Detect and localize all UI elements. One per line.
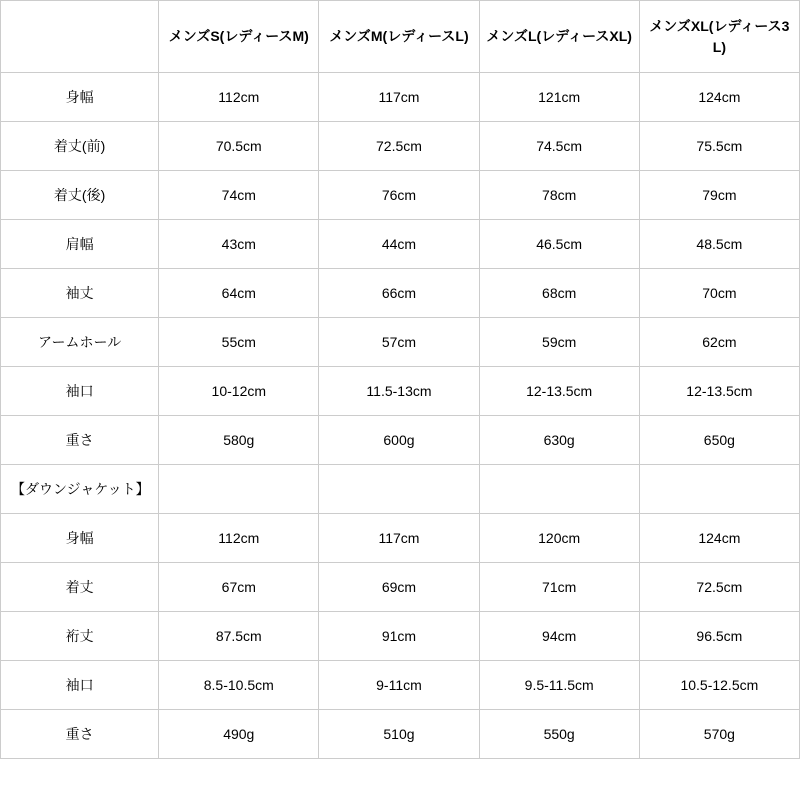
table-cell xyxy=(479,465,639,514)
table-body xyxy=(1,73,800,759)
table-cell: 124cm xyxy=(639,514,799,563)
table-cell: 510g xyxy=(319,710,479,759)
table-row xyxy=(1,269,800,318)
table-row xyxy=(1,661,800,710)
row-label: 着丈(前) xyxy=(1,122,159,171)
row-label: 重さ xyxy=(1,710,159,759)
table-cell: 11.5-13cm xyxy=(319,367,479,416)
table-cell: 67cm xyxy=(159,563,319,612)
table-row xyxy=(1,318,800,367)
table-cell: 68cm xyxy=(479,269,639,318)
table-cell: 117cm xyxy=(319,514,479,563)
table-row xyxy=(1,416,800,465)
row-label: 袖口 xyxy=(1,367,159,416)
column-header-mens-xl: メンズXL(レディース3L) xyxy=(639,1,799,73)
row-label: 袖口 xyxy=(1,661,159,710)
table-cell: 78cm xyxy=(479,171,639,220)
table-cell: 117cm xyxy=(319,73,479,122)
table-cell: 66cm xyxy=(319,269,479,318)
table-cell xyxy=(159,465,319,514)
table-cell: 48.5cm xyxy=(639,220,799,269)
table-cell: 72.5cm xyxy=(319,122,479,171)
section-label: 【ダウンジャケット】 xyxy=(1,465,159,514)
row-label: 着丈(後) xyxy=(1,171,159,220)
table-cell: 71cm xyxy=(479,563,639,612)
table-header xyxy=(1,1,800,73)
column-header-mens-l: メンズL(レディースXL) xyxy=(479,1,639,73)
table-cell: 69cm xyxy=(319,563,479,612)
table-cell xyxy=(639,465,799,514)
table-cell: 490g xyxy=(159,710,319,759)
table-cell: 70.5cm xyxy=(159,122,319,171)
table-row xyxy=(1,514,800,563)
table-cell: 74cm xyxy=(159,171,319,220)
table-row xyxy=(1,563,800,612)
table-cell: 120cm xyxy=(479,514,639,563)
table-cell: 96.5cm xyxy=(639,612,799,661)
table-cell: 70cm xyxy=(639,269,799,318)
table-cell: 10.5-12.5cm xyxy=(639,661,799,710)
table-cell: 72.5cm xyxy=(639,563,799,612)
table-cell: 91cm xyxy=(319,612,479,661)
table-cell: 124cm xyxy=(639,73,799,122)
table-cell: 12-13.5cm xyxy=(639,367,799,416)
table-cell: 59cm xyxy=(479,318,639,367)
table-row xyxy=(1,710,800,759)
row-label: 肩幅 xyxy=(1,220,159,269)
row-label: 着丈 xyxy=(1,563,159,612)
column-header-mens-s: メンズS(レディースM) xyxy=(159,1,319,73)
table-header-row xyxy=(1,1,800,73)
table-row xyxy=(1,171,800,220)
table-cell: 79cm xyxy=(639,171,799,220)
row-label: アームホール xyxy=(1,318,159,367)
table-cell: 550g xyxy=(479,710,639,759)
table-cell: 94cm xyxy=(479,612,639,661)
table-cell: 9.5-11.5cm xyxy=(479,661,639,710)
row-label: 重さ xyxy=(1,416,159,465)
table-cell: 87.5cm xyxy=(159,612,319,661)
table-cell: 46.5cm xyxy=(479,220,639,269)
table-cell: 75.5cm xyxy=(639,122,799,171)
table-cell: 112cm xyxy=(159,73,319,122)
row-label: 裄丈 xyxy=(1,612,159,661)
table-cell: 121cm xyxy=(479,73,639,122)
table-cell: 62cm xyxy=(639,318,799,367)
table-row xyxy=(1,612,800,661)
row-label: 身幅 xyxy=(1,73,159,122)
table-cell: 570g xyxy=(639,710,799,759)
table-cell: 9-11cm xyxy=(319,661,479,710)
table-cell: 600g xyxy=(319,416,479,465)
table-cell: 76cm xyxy=(319,171,479,220)
table-cell: 112cm xyxy=(159,514,319,563)
row-label: 身幅 xyxy=(1,514,159,563)
table-corner-cell xyxy=(1,1,159,73)
table-cell xyxy=(319,465,479,514)
table-cell: 630g xyxy=(479,416,639,465)
table-cell: 44cm xyxy=(319,220,479,269)
table-row xyxy=(1,220,800,269)
row-label: 袖丈 xyxy=(1,269,159,318)
table-cell: 10-12cm xyxy=(159,367,319,416)
table-cell: 57cm xyxy=(319,318,479,367)
table-cell: 74.5cm xyxy=(479,122,639,171)
table-row xyxy=(1,465,800,514)
table-row xyxy=(1,122,800,171)
table-cell: 650g xyxy=(639,416,799,465)
table-cell: 580g xyxy=(159,416,319,465)
table-cell: 55cm xyxy=(159,318,319,367)
table-cell: 12-13.5cm xyxy=(479,367,639,416)
table-cell: 43cm xyxy=(159,220,319,269)
table-cell: 64cm xyxy=(159,269,319,318)
table-row xyxy=(1,73,800,122)
column-header-mens-m: メンズM(レディースL) xyxy=(319,1,479,73)
table-row xyxy=(1,367,800,416)
table-cell: 8.5-10.5cm xyxy=(159,661,319,710)
